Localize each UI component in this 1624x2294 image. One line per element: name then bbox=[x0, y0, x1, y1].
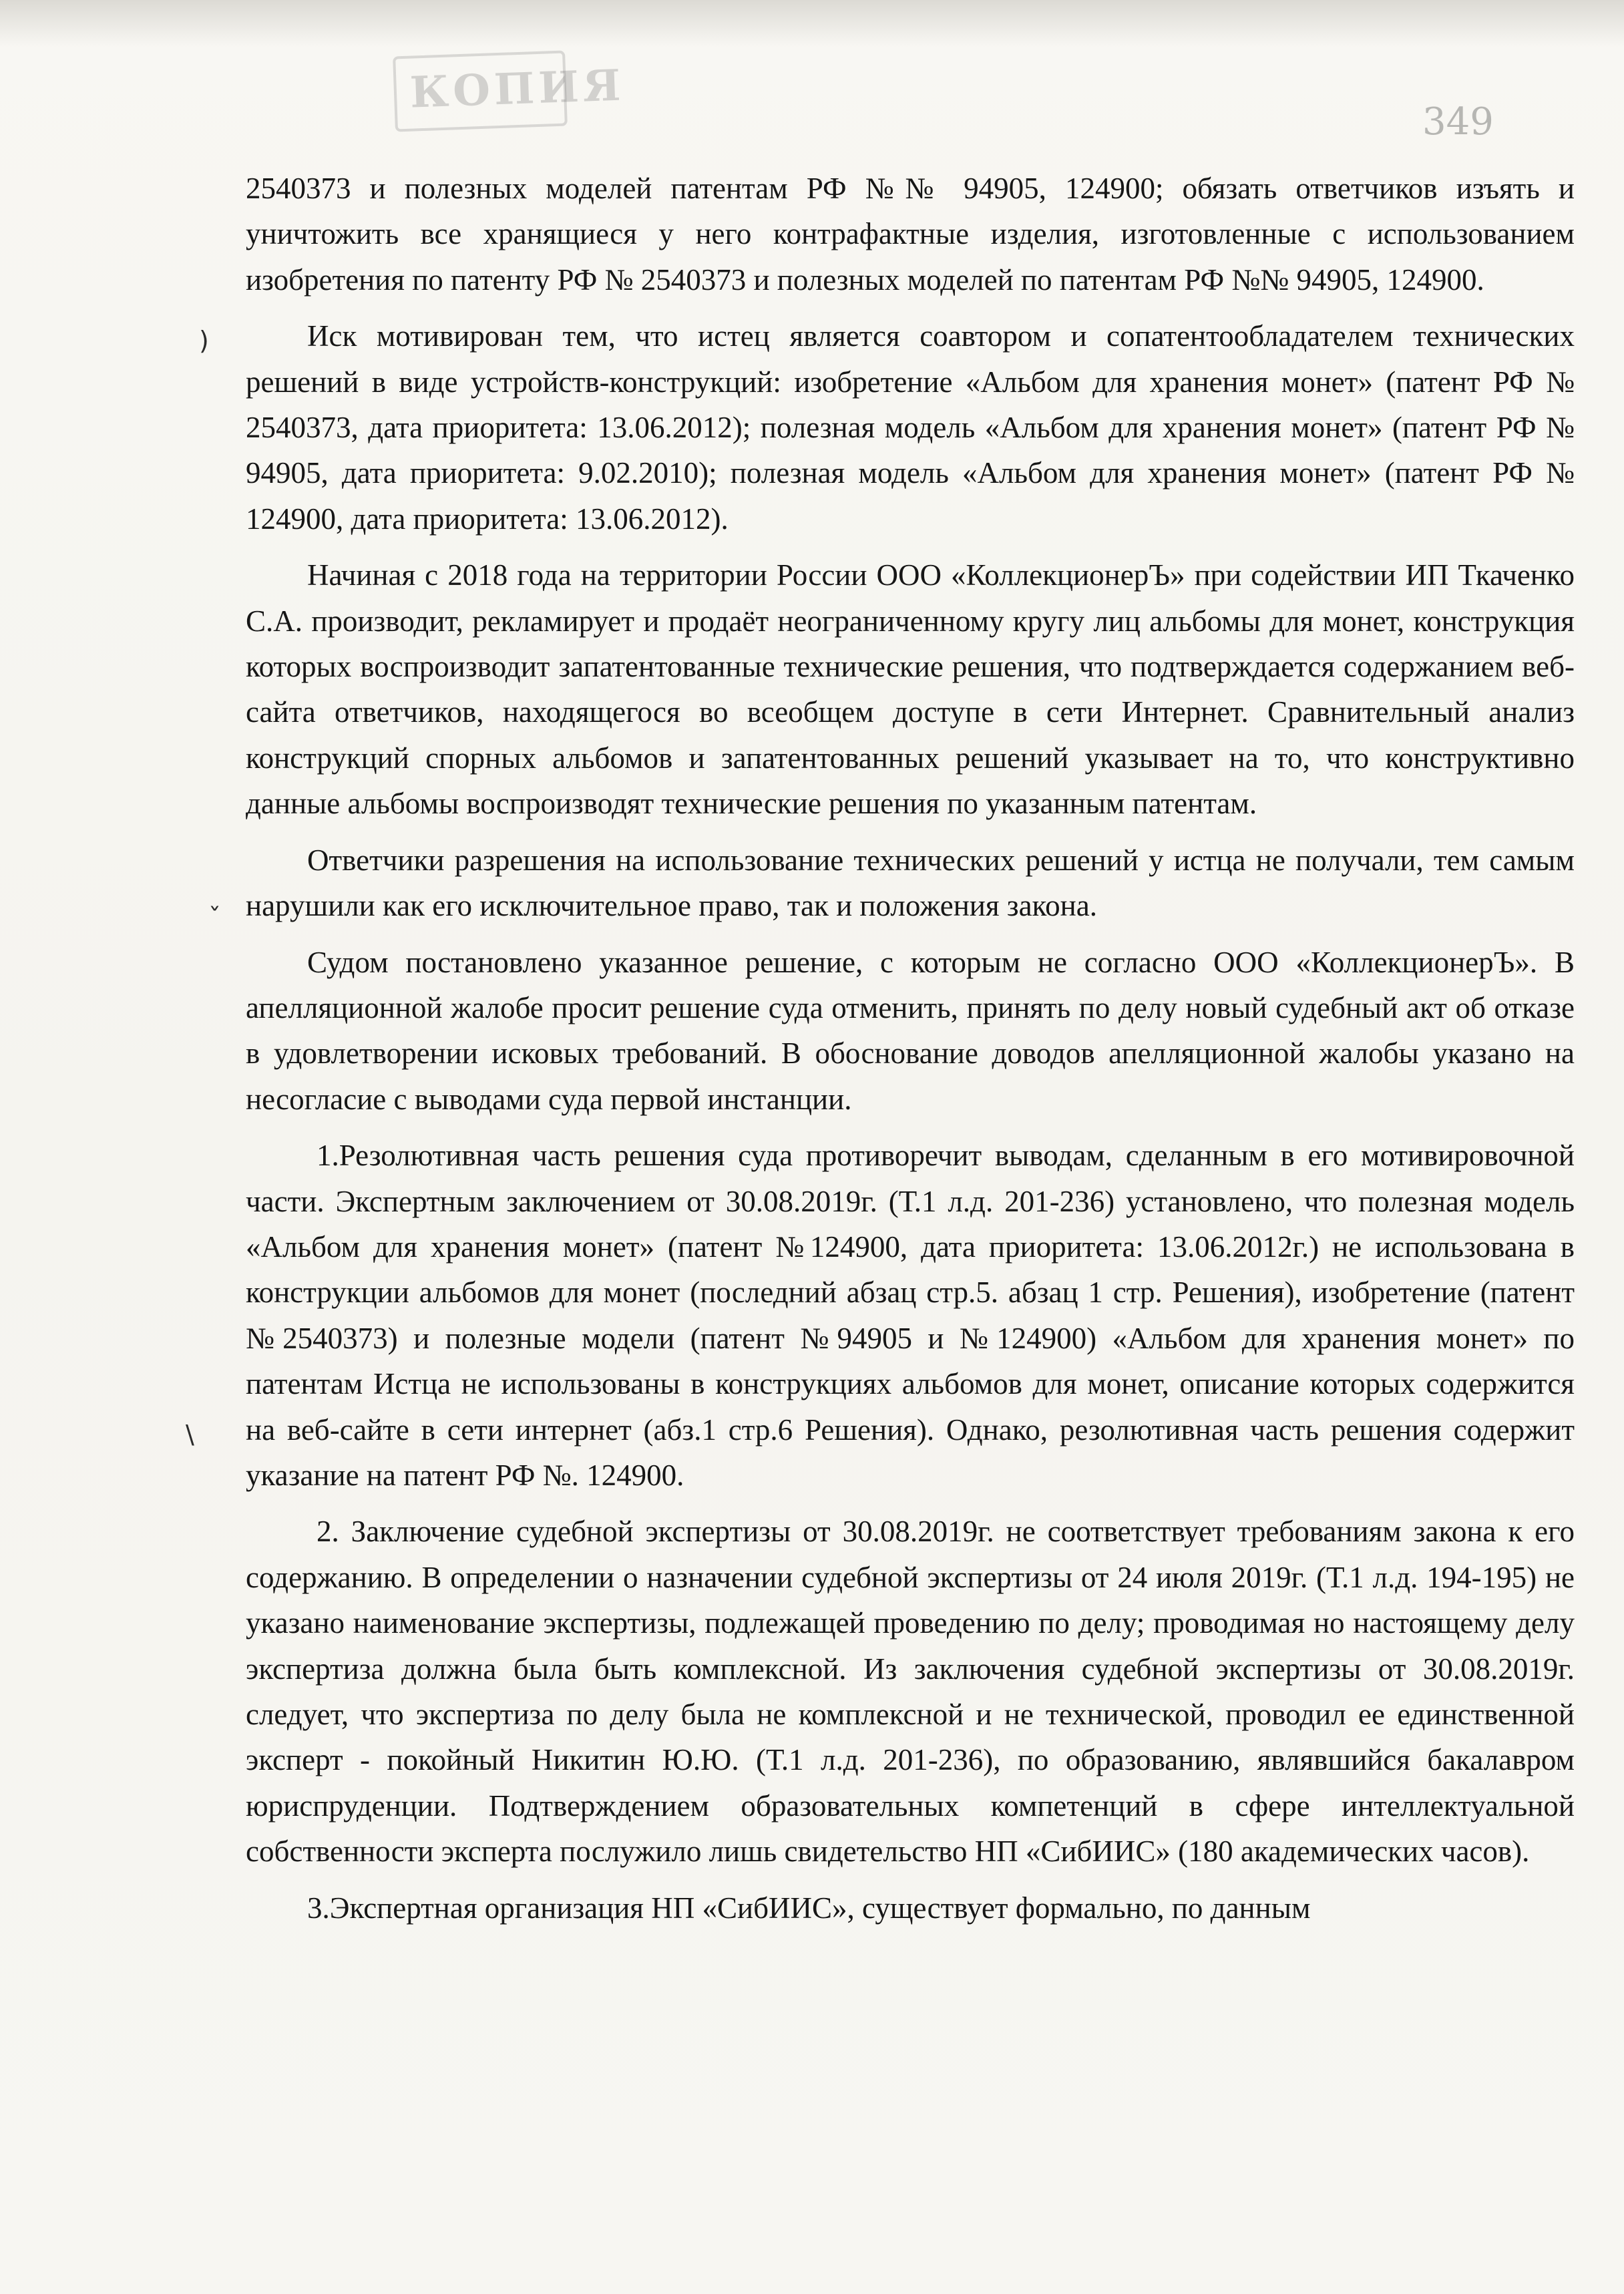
document-body bbox=[246, 166, 1575, 1941]
margin-tick-mark: ˇ bbox=[208, 903, 221, 932]
page-number: 349 bbox=[1422, 100, 1494, 144]
margin-tick-mark: ) bbox=[199, 326, 209, 355]
paragraph-3: Ответчики разрешения на использование технических решений у истца не получали, тем самым нарушили как его исключительное право, так и положения закона. bbox=[246, 843, 1575, 923]
paragraph-1: Иск мотивирован тем, что истец является соавтором и сопатентообладателем технических решений в виде устройств-конструкций: изобретение «Альбом для хранения монет» (патент РФ № 2540373, дата приоритета: 13.06.2012); полезная модель «Альбом для хранения монет» (патент РФ № 94905, дата приоритета: 9.02.2010); полезная модель «Альбом для хранения монет» (патент РФ № 124900, дата приоритета: 13.06.2012). bbox=[246, 319, 1575, 536]
scan-top-shadow bbox=[0, 0, 1624, 47]
stamp-text: КОПИЯ bbox=[409, 60, 626, 118]
paragraph-6: 2. Заключение судебной экспертизы от 30.08.2019г. не соответствует требованиям закона к его содержанию. В определении о назначении судебной экспертизы от 24 июля 2019г. (Т.1 л.д. 194-195) не указано наименование экспертизы, подлежащей проведению по делу; проводимая но настоящему делу экспертиза должна была быть комплексной. Из заключения судебной экспертизы от 30.08.2019г. следует, что экспертиза по делу была не комплексной и не технической, проводил ее единственной эксперт - покойный Никитин Ю.Ю. (Т.1 л.д. 201-236), по образованию, являвшийся бакалавром юриспруденции. Подтверждением образовательных компетенций в сфере интеллектуальной собственности эксперта послужило лишь свидетельство НП «СибИИС» (180 академических часов). bbox=[246, 1515, 1575, 1869]
paragraph-2: Начиная с 2018 года на территории России ООО «КоллекционерЪ» при содействии ИП Ткаченко С.А. производит, рекламирует и продаёт неограниченному кругу лиц альбомы для монет, конструкция которых воспроизводит запатентованные технические решения, что подтверждается содержанием веб-сайта ответчиков, находящегося во всеобщем доступе в сети Интернет. Сравнительный анализ конструкций спорных альбомов и запатентованных решений указывает на то, что конструктивно данные альбомы воспроизводят технические решения по указанным патентам. bbox=[246, 558, 1575, 821]
paragraph-5: 1.Резолютивная часть решения суда противоречит выводам, сделанным в его мотивировочной части. Экспертным заключением от 30.08.2019г. (Т.1 л.д. 201-236) установлено, что полезная модель «Альбом для хранения монет» (патент №124900, дата приоритета: 13.06.2012г.) не использована в конструкции альбомов для монет (последний абзац стр.5. абзац 1 стр. Решения), изобретение (патент №2540373) и полезные модели (патент №94905 и №124900) «Альбом для хранения монет» по патентам Истца не использованы в конструкциях альбомов для монет, описание которых содержится на веб-сайте в сети интернет (абз.1 стр.6 Решения). Однако, резолютивная часть решения содержит указание на патент РФ №. 124900. bbox=[246, 1139, 1575, 1492]
paragraph-0: 2540373 и полезных моделей патентам РФ №№ 94905, 124900; обязать ответчиков изъять и уничтожить все хранящиеся у него контрафактные изделия, изготовленные с использованием изобретения по патенту РФ № 2540373 и полезных моделей по патентам РФ №№ 94905, 124900. bbox=[246, 172, 1575, 297]
margin-tick-mark: \ bbox=[186, 1420, 194, 1449]
paragraph-4: Судом постановлено указанное решение, с которым не согласно ООО «КоллекционерЪ». В апелляционной жалобе просит решение суда отменить, принять по делу новый судебный акт об отказе в удовлетворении исковых требований. В обоснование доводов апелляционной жалобы указано на несогласие с выводами суда первой инстанции. bbox=[246, 945, 1575, 1116]
copy-stamp bbox=[393, 51, 626, 132]
paragraph-7: 3.Экспертная организация НП «СибИИС», существует формально, по данным bbox=[307, 1891, 1311, 1925]
